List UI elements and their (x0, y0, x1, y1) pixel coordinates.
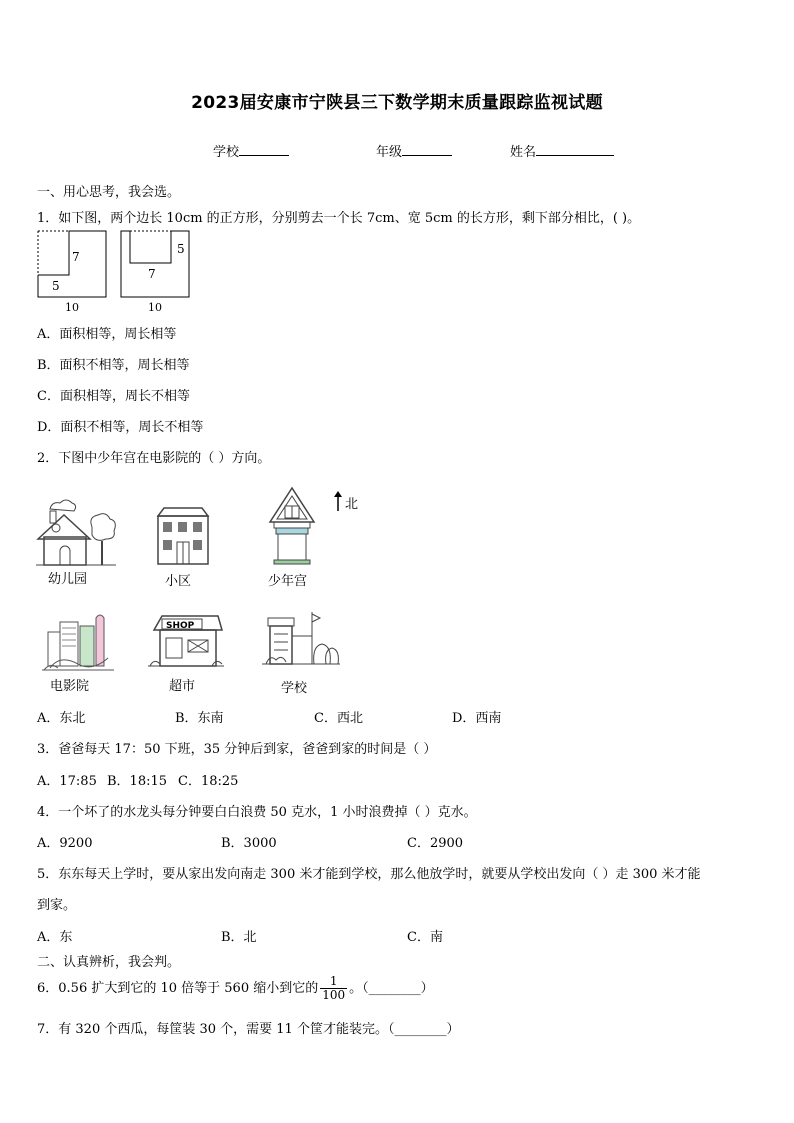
fig1-cut-height: 7 (72, 250, 80, 264)
q5-option-b[interactable]: B．北 (221, 930, 257, 945)
north-label: 北 (345, 497, 359, 512)
q3-option-b[interactable]: B．18:15 (107, 774, 168, 789)
question-1: 1．如下图，两个边长 10cm 的正方形，分别剪去一个长 7cm、宽 5cm 的长方形，剩下部分相比，( )。 (37, 211, 641, 226)
page-title: 2023届安康市宁陕县三下数学期末质量跟踪监视试题 (191, 93, 603, 113)
q1-option-c[interactable]: C．面积相等，周长不相等 (37, 389, 190, 404)
school-icon (262, 612, 342, 674)
square-figure-2 (119, 228, 197, 314)
cinema-icon (40, 610, 118, 674)
residential-building-icon (152, 506, 214, 568)
shop-sign: SHOP (166, 621, 195, 631)
q4-option-b[interactable]: B．3000 (221, 836, 277, 851)
fraction-numerator: 1 (320, 975, 347, 989)
q1-option-a[interactable]: A．面积相等，周长相等 (37, 327, 177, 342)
grade-label: 年级 (376, 145, 403, 160)
section-2-heading: 二、认真辨析，我会判。 (37, 955, 181, 970)
name-field (510, 141, 614, 160)
fraction-denominator: 100 (322, 988, 346, 1002)
q3-option-a[interactable]: A．17:85 (37, 774, 97, 789)
question-7: 7．有 320 个西瓜，每筐装 30 个，需要 11 个筐才能装完。（________） (37, 1022, 460, 1037)
kindergarten-icon (36, 497, 118, 569)
q3-option-c[interactable]: C．18:25 (178, 774, 239, 789)
q1-option-d[interactable]: D．面积不相等，周长不相等 (37, 420, 204, 435)
question-5-line-1: 5．东东每天上学时，要从家出发向南走 300 米才能到学校，那么他放学时，就要从学校出发向（ ）走 300 米才能 (37, 867, 701, 882)
q2-option-b[interactable]: B．东南 (175, 711, 224, 726)
q5-option-a[interactable]: A．东 (37, 930, 73, 945)
school-field (213, 141, 289, 160)
school-label: 学校 (213, 145, 240, 160)
school-label: 学校 (281, 681, 308, 696)
question-6 (37, 974, 434, 1004)
fig2-cut-height: 5 (177, 242, 185, 256)
question-3: 3．爸爸每天 17：50 下班，35 分钟后到家，爸爸到家的时间是（ ） (37, 742, 437, 757)
fig1-side: 10 (65, 301, 79, 314)
kindergarten-label: 幼儿园 (48, 572, 88, 587)
youth-palace-label: 少年宫 (268, 574, 308, 589)
name-label: 姓名 (510, 145, 537, 160)
q2-option-d[interactable]: D．西南 (452, 711, 502, 726)
q2-option-c[interactable]: C．西北 (314, 711, 363, 726)
question-2: 2．下图中少年宫在电影院的（ ）方向。 (37, 451, 271, 466)
fig2-cut-width: 7 (148, 267, 156, 281)
q2-option-a[interactable]: A．东北 (37, 711, 86, 726)
q5-option-c[interactable]: C．南 (407, 930, 443, 945)
grade-blank[interactable] (402, 143, 452, 156)
grade-field (376, 141, 452, 160)
question-6-text: 6．0.56 扩大到它的 10 倍等于 560 缩小到它的 (37, 981, 319, 996)
name-blank[interactable] (536, 143, 614, 156)
fraction (320, 975, 347, 1002)
fig1-cut-width: 5 (52, 279, 60, 293)
north-arrow-icon (331, 490, 345, 512)
fig2-side: 10 (148, 301, 162, 314)
q4-option-a[interactable]: A．9200 (37, 836, 93, 851)
q4-option-c[interactable]: C．2900 (407, 836, 464, 851)
q1-option-b[interactable]: B．面积不相等，周长相等 (37, 358, 190, 373)
supermarket-icon (148, 612, 224, 674)
school-blank[interactable] (239, 143, 289, 156)
square-figure-1 (36, 228, 114, 314)
youth-palace-icon (264, 486, 320, 570)
cinema-label: 电影院 (50, 679, 90, 694)
question-5-line-2: 到家。 (37, 898, 77, 913)
residential-label: 小区 (165, 574, 192, 589)
supermarket-label: 超市 (169, 679, 196, 694)
question-4: 4．一个坏了的水龙头每分钟要白白浪费 50 克水，1 小时浪费掉（ ）克水。 (37, 805, 477, 820)
section-1-heading: 一、用心思考，我会选。 (37, 185, 181, 200)
question-6-answer-blank[interactable]: 。（________） (349, 981, 434, 996)
